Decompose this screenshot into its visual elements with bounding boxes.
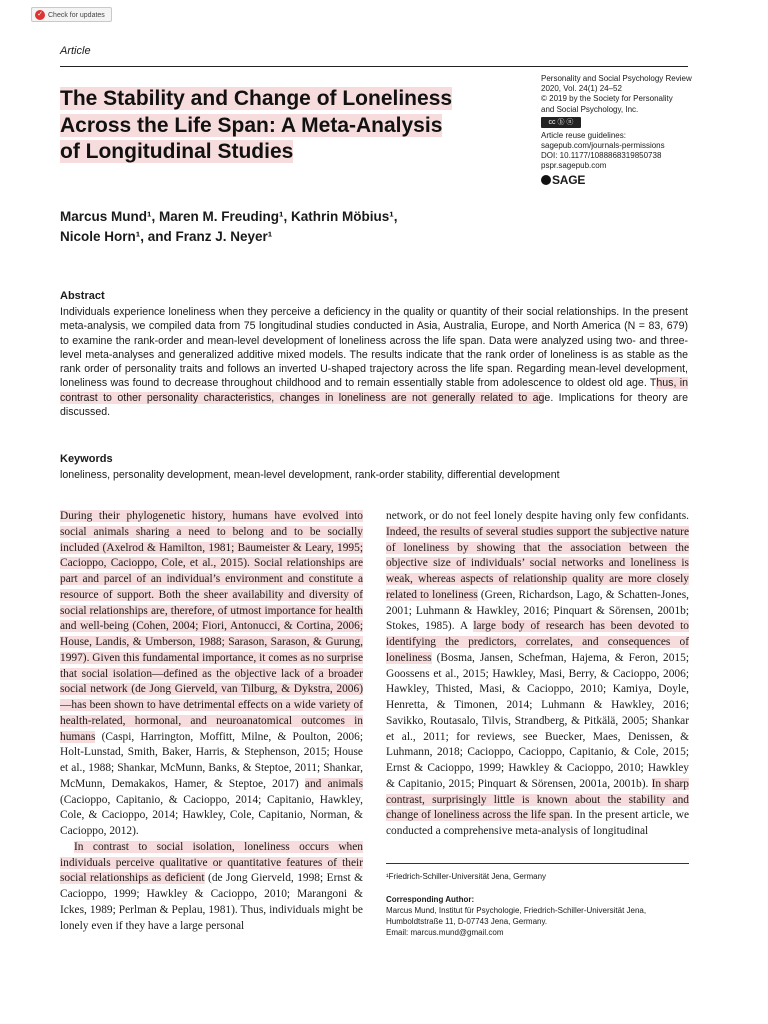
title-line-3: of Longitudinal Studies (60, 140, 294, 163)
copyright-line-1: © 2019 by the Society for Personality (541, 94, 673, 104)
body-column-left (60, 509, 363, 934)
text-6: (Bosma, Jansen, Schefman, Hajema, & Feron, 2015; Goossens et al., 2015; Hawkley, Masi, Berry, & Cacioppo, 2006; Hawkley, Thisted, Masi, & Cacioppo, 2010; Kamiya, Doyle, Henretta, & Timonen, 2014; Luhmann & Hawkley, 2016; Savikko, Routasalo, Tilvis, Strandberg, & Pitkälä, 2005; Shankar et al., 2011; for reviews, see Buecker, Maes, Denissen, & Luhmann, 2018; Cacioppo, Cacioppo, Capitanio, & Cole, 2015; Ernst & Cacioppo, 1999; Hawkley & Cacioppo, 2010; Hawkley & Capitanio, 2015; Pinquart & Sörensen, 2001a, 2001b). (386, 651, 689, 790)
highlight-1: During their phylogenetic history, humans have evolved into social animals sharing a need to belong and to be socially included (Axelrod & Hamilton, 1981; Baumeister & Leary, 1995; Cacioppo, Cacioppo, Cole, et al., 2015). Social relationships are part and parcel of an individual’s environment and constitute a resource of support. Both the sheer availability and diversity of social relationships are, therefore, of utmost importance for health and well-being (Cohen, 2004; Fiori, Antonucci, & Cortina, 2006; House, Landis, & Umberson, 1988; Sarason, Sarason, & Gurung, 1997). Given this fundamental importance, it comes as no surprise that social isolation—defined as the objective lack of a broader social network (de Jong Gierveld, van Tilburg, & Dykstra, 2006)—has been shown to have detrimental effects on a wide variety of health-related, hormonal, and neuroanatomical outcomes in humans (60, 510, 363, 743)
abstract-part-1: Individuals experience loneliness when they perceive a deficiency in the quality or quantity of their social relationships. In the present meta-analysis, we compiled data from 75 longitudinal studies conducted in Asia, Australia, Europe, and North America (N = 83, 679) to examine the rank-order and mean-level development of loneliness across the life span. Data were analyzed using two- and three-level meta-analyses and generalized additive mixed models. The results indicate that the rank order of loneliness is as stable as the rank order of personality traits and follows an inverted U-shaped trajectory across the life span. Regarding mean-level development, loneliness was found to decrease throughout childhood and to remain essentially stable from adolescence to oldest old age. T (60, 306, 688, 390)
cc-license-icon[interactable]: cc ⓑ ⓝ (541, 117, 581, 128)
title-line-1: The Stability and Change of Loneliness (60, 87, 453, 110)
body-column-right (386, 509, 689, 840)
keywords-heading: Keywords (60, 453, 113, 465)
journal-site-link[interactable]: pspr.sagepub.com (541, 161, 607, 171)
abstract-heading: Abstract (60, 290, 105, 302)
reuse-link[interactable]: sagepub.com/journals-permissions (541, 141, 665, 151)
affiliation: ¹Friedrich-Schiller-Universität Jena, Germany (386, 872, 547, 881)
highlight-5: large body of research has been devoted to identifying the predictors, correlates, and consequences of loneliness (386, 620, 689, 664)
publisher-name: SAGE (552, 172, 586, 187)
abstract-part-2: e. Implications for theory are discussed. (60, 391, 688, 419)
highlight-6: In sharp contrast, surprisingly little is known about the stability and change of loneliness across the life span (386, 777, 689, 822)
text-2: (Cacioppo, Capitanio, & Cacioppo, 2014; Capitanio, Hawkley, Cole, & Cacioppo, 2014; Hawkley, Cole, Capitanio, Norman, & Cacioppo, 2012). (60, 793, 363, 837)
highlight-4: Indeed, the results of several studies support the subjective nature of loneliness by showing that the association between the objective size of individuals’ social networks and loneliness is weak, whereas aspects of relationship quality are more closely related to loneliness (386, 525, 689, 601)
abstract-text (60, 305, 688, 419)
badge-label: Check for updates (48, 12, 105, 19)
update-icon: ✓ (35, 10, 45, 20)
footnote-rule (386, 863, 689, 864)
text-4: network, or do not feel lonely despite having only few confidants. (386, 510, 689, 522)
paragraph-1 (60, 509, 363, 840)
corresponding-email[interactable]: Email: marcus.mund@gmail.com (386, 928, 504, 937)
copyright-line-2: and Social Psychology, Inc. (541, 104, 639, 114)
text-3: (de Jong Gierveld, 1998; Ernst & Cacioppo, 1999; Hawkley & Cacioppo, 2010; Marangoni & Ickes, 1989; Perlman & Peplau, 1981). Thus, individuals might be lonely even if they have a large personal (60, 872, 364, 932)
check-for-updates-badge[interactable] (31, 7, 112, 22)
journal-name: Personality and Social Psychology Review (541, 74, 692, 83)
title-line-2: Across the Life Span: A Meta-Analysis (60, 113, 443, 137)
footnotes (386, 871, 689, 938)
sage-logo-icon (541, 175, 551, 185)
text-1: (Caspi, Harrington, Moffitt, Milne, & Poulton, 2006; Holt-Lunstad, Smith, Baker, Harris, & Stephenson, 2015; House et al., 1988; Shankar, McMunn, Banks, & Steptoe, 2011; Shankar, McMunn, Demakakos, Hamer, & Steptoe, 2017) (60, 730, 363, 790)
corresponding-line-1: Marcus Mund, Institut für Psychologie, Friedrich-Schiller-Universität Jena, (386, 906, 647, 915)
doi[interactable]: DOI: 10.1177/1088868319850738 (541, 151, 662, 161)
paragraph-3 (386, 509, 689, 840)
authors-line-1: Marcus Mund¹, Maren M. Freuding¹, Kathrin Möbius¹, (60, 209, 398, 224)
keywords-text: loneliness, personality development, mean-level development, rank-order stability, differential development (60, 469, 560, 481)
highlight-3: In contrast to social isolation, loneliness occurs when individuals perceive qualitative or quantitative features of their social relationships as deficient (60, 840, 363, 885)
reuse-label: Article reuse guidelines: (541, 130, 626, 140)
article-title (60, 86, 490, 166)
paragraph-2 (60, 840, 363, 935)
corresponding-author-label: Corresponding Author: (386, 895, 475, 904)
abstract-highlight: hus, in contrast to other personality characteristics, changes in loneliness are not generally related to ag (60, 377, 688, 404)
corresponding-line-2: Humboldtstraße 11, D-07743 Jena, Germany. (386, 917, 548, 926)
text-5: (Green, Richardson, Lago, & Schatten-Jones, 2001; Luhmann & Hawkley, 2016; Pinquart & Sörensen, 2001b; Stokes, 1985). A (386, 588, 689, 633)
publisher-logo (541, 172, 701, 187)
article-type-label: Article (60, 45, 91, 57)
authors-line-2: Nicole Horn¹, and Franz J. Neyer¹ (60, 229, 273, 244)
journal-info (541, 74, 701, 185)
header-rule (60, 66, 688, 67)
text-7: . In the present article, we conducted a comprehensive meta-analysis of longitudinal (386, 809, 689, 837)
author-list (60, 207, 520, 247)
journal-volume: 2020, Vol. 24(1) 24–52 (541, 84, 622, 94)
highlight-2: and animals (304, 777, 363, 790)
